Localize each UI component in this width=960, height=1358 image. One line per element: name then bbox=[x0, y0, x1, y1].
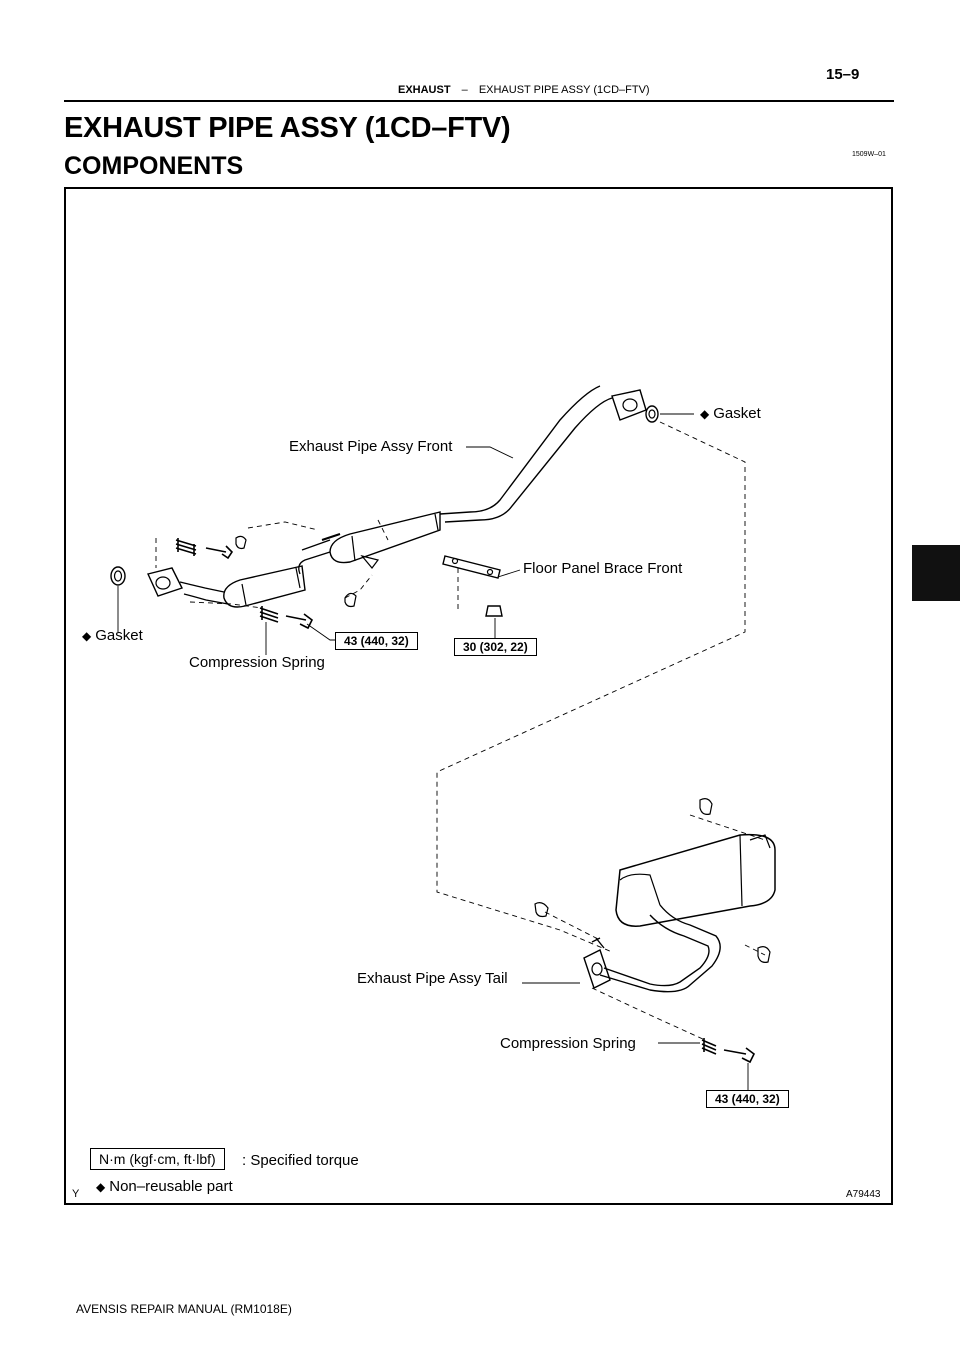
page-title: EXHAUST PIPE ASSY (1CD–FTV) bbox=[64, 112, 511, 144]
gasket-top-text: Gasket bbox=[713, 405, 761, 422]
subsection-name: EXHAUST PIPE ASSY (1CD–FTV) bbox=[478, 84, 650, 96]
nonreusable-text: Non–reusable part bbox=[109, 1178, 233, 1195]
label-exhaust-pipe-tail: Exhaust Pipe Assy Tail bbox=[357, 970, 508, 987]
section-name: EXHAUST bbox=[398, 84, 451, 96]
label-compression-spring-tail: Compression Spring bbox=[500, 1035, 636, 1052]
legend-torque-desc: : Specified torque bbox=[242, 1152, 359, 1169]
diamond-icon: ◆ bbox=[96, 1180, 106, 1194]
legend-torque-unit: N·m (kgf·cm, ft·lbf) bbox=[90, 1148, 225, 1170]
label-exhaust-pipe-front: Exhaust Pipe Assy Front bbox=[289, 438, 453, 455]
document-code: 1509W–01 bbox=[852, 151, 886, 158]
section-subtitle: COMPONENTS bbox=[64, 152, 244, 180]
corner-mark: Y bbox=[72, 1188, 80, 1200]
figure-id: A79443 bbox=[846, 1189, 881, 1200]
header-separator: – bbox=[461, 84, 468, 96]
diamond-icon: ◆ bbox=[82, 629, 92, 643]
exhaust-pipe-tail-drawing bbox=[535, 799, 775, 1062]
footer-manual-ref: AVENSIS REPAIR MANUAL (RM1018E) bbox=[76, 1302, 292, 1316]
assembly-guide-lines bbox=[156, 422, 765, 1040]
torque-tail-bolt: 43 (440, 32) bbox=[706, 1090, 789, 1108]
torque-front-bolt: 43 (440, 32) bbox=[335, 632, 418, 650]
torque-brace-nut: 30 (302, 22) bbox=[454, 638, 537, 656]
diamond-icon: ◆ bbox=[700, 407, 710, 421]
legend-nonreusable bbox=[96, 1178, 233, 1195]
label-gasket-top bbox=[700, 405, 761, 422]
label-gasket-left bbox=[82, 627, 143, 644]
label-compression-spring-front: Compression Spring bbox=[189, 654, 325, 671]
label-floor-panel-brace: Floor Panel Brace Front bbox=[523, 560, 683, 577]
gasket-left-text: Gasket bbox=[95, 627, 143, 644]
page-number: 15–9 bbox=[826, 66, 860, 83]
